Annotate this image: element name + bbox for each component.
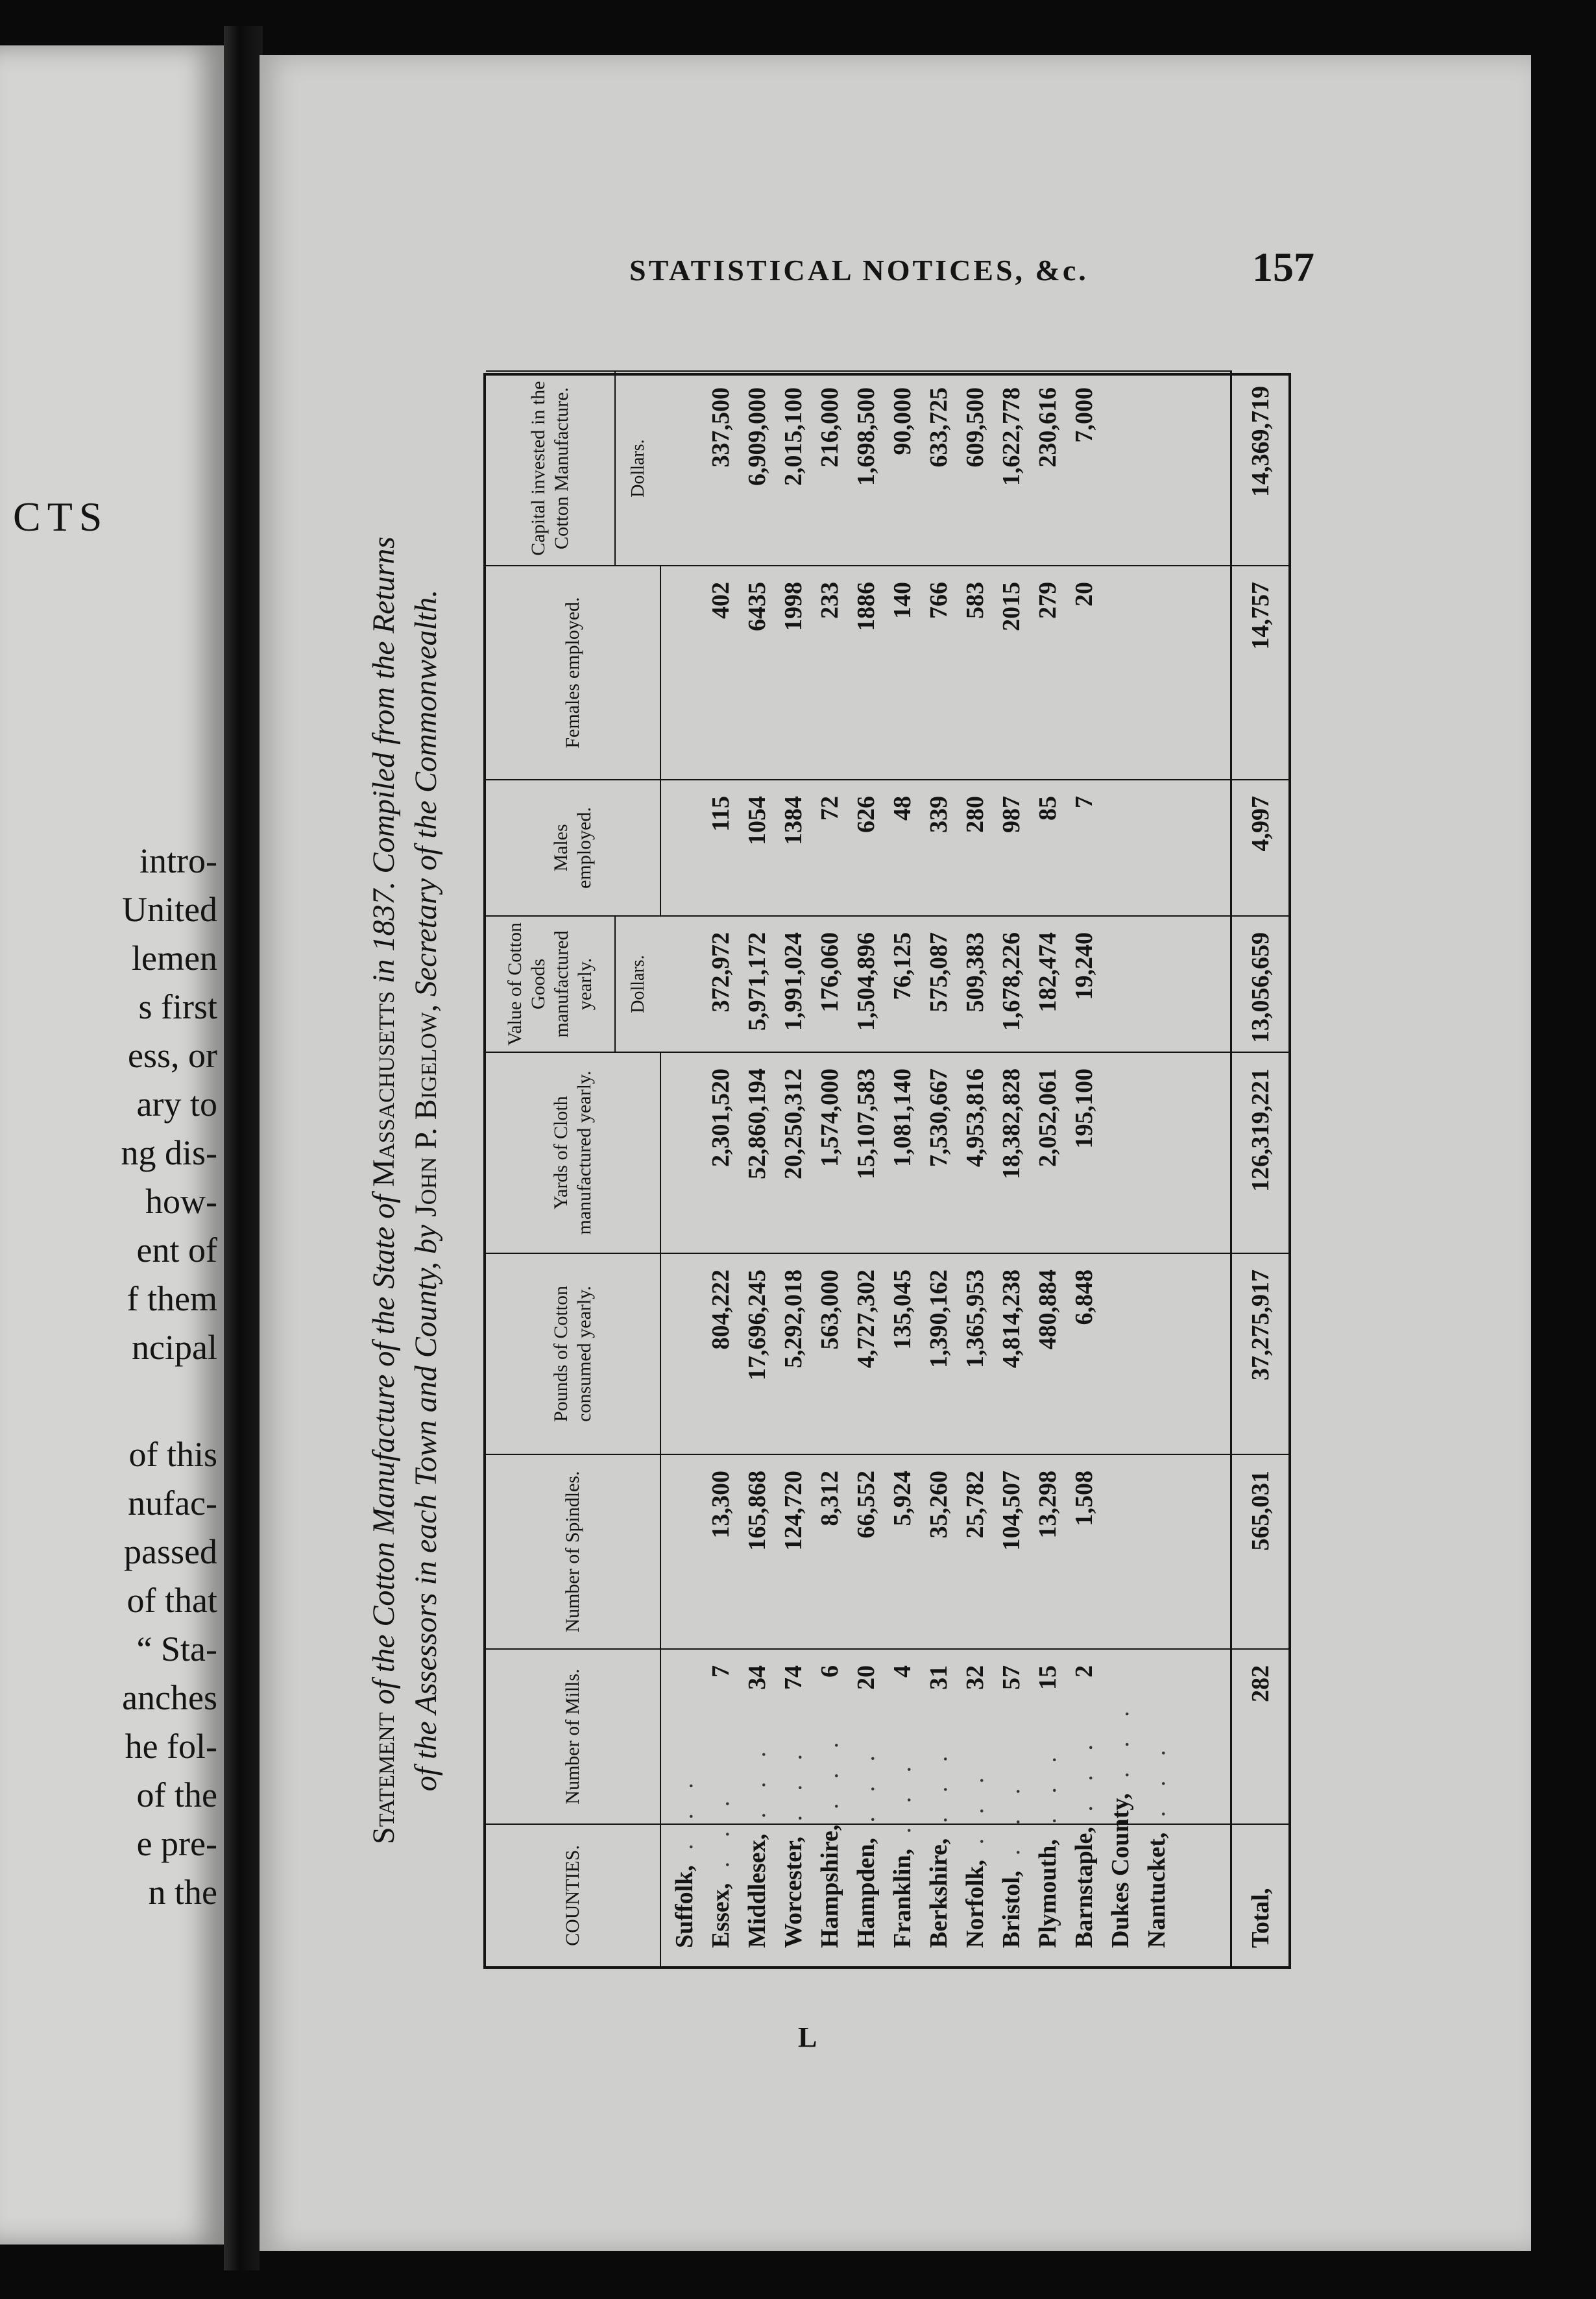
table-cell-value: 509,383 [961, 932, 989, 1013]
left-page-line: of the [136, 1775, 217, 1814]
column-females [661, 565, 1230, 779]
table-cell-capital: 6,909,000 [744, 387, 771, 486]
leader-dots: . . . [925, 1746, 952, 1838]
table-cell-capital: 230,616 [1034, 387, 1061, 468]
county-label: Plymouth, [1034, 1839, 1061, 1948]
table-cell-yards [666, 1053, 703, 1253]
table-cell-mills: 57 [998, 1665, 1025, 1690]
column-spindles [661, 1454, 1230, 1648]
total-females: 14,757 [1230, 565, 1288, 779]
total-yards: 126,319,221 [1230, 1052, 1288, 1253]
caption-statement: Statement [367, 1712, 401, 1844]
column-counties [661, 1702, 1230, 1966]
table-cell-males: 987 [998, 796, 1025, 833]
table-cell-pounds: 804,222 [707, 1270, 734, 1350]
table-cell-females: 233 [816, 582, 843, 619]
table-cell-mills: 34 [744, 1665, 771, 1690]
caption-text-2b: Secretary of the Commonwealth. [408, 589, 443, 1005]
leader-dots: . . . [1107, 1702, 1134, 1794]
table-cell-females: 6435 [744, 582, 771, 631]
table-cell-spindles: 35,260 [925, 1471, 952, 1539]
table-cell-capital: 337,500 [707, 387, 734, 468]
table-cell-yards: 18,382,828 [998, 1068, 1025, 1179]
county-name [812, 1733, 848, 1966]
running-header: STATISTICAL NOTICES, &c. [629, 254, 1089, 287]
county-label: Norfolk, [961, 1859, 989, 1948]
table-cell-males [1102, 780, 1139, 915]
table-cell-value: 19,240 [1070, 932, 1098, 1000]
caption-text-1b: in 1837. Compiled from the Returns [367, 536, 401, 991]
table-cell-spindles: 8,312 [816, 1471, 843, 1526]
table-cell-pounds [1102, 1254, 1139, 1454]
table-cell-yards: 1,574,000 [816, 1068, 843, 1167]
leader-dots: . . . [671, 1774, 698, 1866]
table-cell-males: 280 [961, 796, 989, 833]
table-cell-pounds: 5,292,018 [780, 1270, 807, 1368]
table-cell-yards: 15,107,583 [852, 1068, 880, 1179]
table-cell-males: 626 [852, 796, 880, 833]
table-cell-males: 85 [1034, 796, 1061, 821]
leader-dots: . . . [816, 1733, 843, 1825]
table-cell-spindles: 1,508 [1070, 1471, 1098, 1526]
header-yards: Yards of Cloth manufactured yearly. [486, 1052, 661, 1253]
total-pounds: 37,275,917 [1230, 1253, 1288, 1454]
table-cell-mills [1102, 1650, 1139, 1824]
table-cell-males: 7 [1070, 796, 1098, 808]
table-cell-females: 140 [889, 582, 916, 619]
main-page [260, 55, 1531, 2251]
table-cell-females: 583 [961, 582, 989, 619]
total-value: 13,056,659 [1230, 915, 1288, 1052]
table-cell-pounds: 563,000 [816, 1270, 843, 1350]
county-label: Nantucket, [1143, 1832, 1170, 1948]
table-cell-males: 72 [816, 796, 843, 821]
header-counties: COUNTIES. [486, 1824, 661, 1966]
table-cell-spindles: 104,507 [998, 1471, 1025, 1551]
table-cell-females: 766 [925, 582, 952, 619]
unit-capital: Dollars. [616, 370, 661, 565]
table-cell-spindles: 25,782 [961, 1471, 989, 1539]
total-capital: 14,369,719 [1230, 370, 1288, 565]
table-cell-value [1139, 917, 1175, 1052]
county-label: Hampden, [852, 1838, 880, 1948]
table-cell-pounds: 1,365,953 [961, 1270, 989, 1368]
header-females: Females employed. [486, 565, 661, 779]
table-cell-pounds: 17,696,245 [744, 1270, 771, 1380]
table-cell-capital: 2,015,100 [780, 387, 807, 486]
table-cell-spindles: 13,300 [707, 1471, 734, 1539]
table-caption [363, 373, 448, 2008]
table-cell-value: 182,474 [1034, 932, 1061, 1013]
table-cell-mills: 6 [816, 1665, 843, 1678]
table-cell-value: 176,060 [816, 932, 843, 1013]
table-cell-males: 339 [925, 796, 952, 833]
table-cell-yards: 20,250,312 [780, 1068, 807, 1179]
left-page-line: ary to [136, 1085, 217, 1124]
county-label: Essex, [707, 1883, 734, 1948]
leader-dots: . . . [707, 1791, 734, 1883]
total-label: Total, [1230, 1824, 1288, 1966]
table-cell-value: 76,125 [889, 932, 916, 1000]
page-number: 157 [1252, 244, 1314, 290]
leader-dots: . . . [1070, 1735, 1098, 1827]
table-cell-females: 20 [1070, 582, 1098, 607]
left-page-line: lemen [132, 939, 217, 978]
county-label: Hampshire, [816, 1824, 843, 1948]
county-name [1102, 1702, 1139, 1966]
left-page-line: passed [124, 1532, 217, 1571]
table-cell-spindles: 66,552 [852, 1471, 880, 1539]
left-page-line: ng dis- [121, 1133, 217, 1172]
table-cell-males: 48 [889, 796, 916, 821]
table-cell-capital: 1,698,500 [852, 387, 880, 486]
table-cell-spindles: 5,924 [889, 1471, 916, 1526]
left-page-line: anches [122, 1678, 217, 1717]
county-name [884, 1757, 921, 1966]
table-cell-males: 1054 [744, 796, 771, 845]
table-cell-capital [1102, 372, 1139, 565]
left-page-line: how- [145, 1182, 217, 1221]
table-cell-mills [1139, 1650, 1175, 1824]
table-cell-males [666, 780, 703, 915]
left-page-line: nufac- [128, 1484, 217, 1523]
table-cell-females: 1886 [852, 582, 880, 631]
total-males: 4,997 [1230, 779, 1288, 915]
table-cell-pounds: 480,884 [1034, 1270, 1061, 1350]
left-page-line: s first [138, 987, 217, 1026]
table-cell-spindles [666, 1455, 703, 1648]
table-cell-yards: 52,860,194 [744, 1068, 771, 1179]
county-name [957, 1768, 993, 1966]
cotton-statistics-table [483, 373, 1291, 1969]
table-cell-pounds: 6,848 [1070, 1270, 1098, 1325]
leader-dots: . . . [1034, 1748, 1061, 1840]
leader-dots: . . . [780, 1744, 807, 1836]
table-cell-males [1139, 780, 1175, 915]
table-cell-capital [1139, 372, 1175, 565]
table-cell-pounds: 4,814,238 [998, 1270, 1025, 1368]
left-page-line: of this [128, 1435, 217, 1474]
signature-mark: L [798, 2021, 817, 2053]
table-cell-males: 1384 [780, 796, 807, 845]
left-page-line: n the [148, 1873, 217, 1912]
table-cell-value [1102, 917, 1139, 1052]
table-cell-mills: 20 [852, 1665, 880, 1690]
county-label: Dukes County, [1107, 1793, 1134, 1948]
column-value [661, 915, 1230, 1052]
header-mills: Number of Mills. [486, 1648, 661, 1824]
county-name [993, 1779, 1030, 1966]
rotated-table-block [363, 373, 1317, 2008]
table-cell-yards: 1,081,140 [889, 1068, 916, 1167]
total-mills: 282 [1230, 1648, 1288, 1824]
table-cell-value [666, 917, 703, 1052]
county-label: Middlesex, [744, 1833, 771, 1948]
table-cell-capital: 7,000 [1070, 387, 1098, 443]
left-page-title-fragment: CTS [13, 494, 109, 540]
county-name [739, 1742, 775, 1966]
table-cell-capital [666, 372, 703, 565]
table-cell-mills [666, 1650, 703, 1824]
left-page-line: ncipal [132, 1328, 217, 1367]
left-facing-page [0, 45, 224, 2245]
header-value: Value of Cotton Goods manufactured yearly. [486, 915, 616, 1052]
total-spindles: 565,031 [1230, 1454, 1288, 1648]
leader-dots: . . . [961, 1768, 989, 1860]
table-cell-capital: 1,622,778 [998, 387, 1025, 486]
table-cell-females: 279 [1034, 582, 1061, 619]
table-cell-pounds: 1,390,162 [925, 1270, 952, 1368]
table-cell-males: 115 [707, 796, 734, 832]
table-cell-yards: 4,953,816 [961, 1068, 989, 1167]
table-cell-females [666, 566, 703, 779]
table-cell-pounds [666, 1254, 703, 1454]
leader-dots: . . . [744, 1742, 771, 1834]
table-cell-capital: 216,000 [816, 387, 843, 468]
left-page-line: ess, or [128, 1036, 217, 1075]
table-cell-females: 402 [707, 582, 734, 619]
table-cell-capital: 633,725 [925, 387, 952, 468]
leader-dots: . . . [998, 1779, 1025, 1871]
county-name [666, 1774, 703, 1966]
left-page-line: of that [127, 1581, 217, 1620]
table-cell-value: 1,991,024 [780, 932, 807, 1031]
header-pounds: Pounds of Cotton consumed yearly. [486, 1253, 661, 1454]
table-cell-yards: 7,530,667 [925, 1068, 952, 1167]
table-cell-mills: 15 [1034, 1665, 1061, 1690]
table-cell-value: 575,087 [925, 932, 952, 1013]
table-cell-mills: 7 [707, 1665, 734, 1678]
leader-dots: . . . [1143, 1740, 1170, 1833]
table-cell-mills: 74 [780, 1665, 807, 1690]
table-cell-females: 2015 [998, 582, 1025, 631]
county-label: Berkshire, [925, 1838, 952, 1948]
table-cell-yards: 195,100 [1070, 1068, 1098, 1149]
leader-dots: . . . [889, 1757, 916, 1849]
table-cell-mills: 2 [1070, 1665, 1098, 1678]
column-capital [661, 370, 1230, 565]
book-gutter [224, 26, 263, 2270]
table-cell-mills: 32 [961, 1665, 989, 1690]
table-cell-yards [1139, 1053, 1175, 1253]
table-cell-spindles [1139, 1455, 1175, 1648]
left-page-line: intro- [139, 841, 217, 880]
table-cell-females: 1998 [780, 582, 807, 631]
county-name [921, 1746, 957, 1966]
table-cell-spindles: 165,868 [744, 1471, 771, 1551]
table-cell-value: 1,504,896 [852, 932, 880, 1031]
column-yards [661, 1052, 1230, 1253]
unit-value: Dollars. [616, 915, 661, 1052]
table-cell-spindles: 124,720 [780, 1471, 807, 1551]
left-page-line: f them [127, 1279, 217, 1318]
table-cell-pounds: 4,727,302 [852, 1270, 880, 1368]
left-page-line: ent of [136, 1231, 217, 1270]
table-cell-value: 372,972 [707, 932, 734, 1013]
county-name [848, 1746, 884, 1966]
table-cell-spindles [1102, 1455, 1139, 1648]
table-cell-spindles: 13,298 [1034, 1471, 1061, 1539]
caption-state: Massachusetts [367, 991, 401, 1187]
caption-text-1a: of the Cotton Manufacture of the State of [367, 1186, 401, 1713]
header-males: Males employed. [486, 779, 661, 915]
table-cell-females [1139, 566, 1175, 779]
table-cell-capital: 609,500 [961, 387, 989, 468]
table-cell-pounds [1139, 1254, 1175, 1454]
table-cell-females [1102, 566, 1139, 779]
county-name [703, 1791, 739, 1966]
county-label: Worcester, [780, 1836, 807, 1948]
column-males [661, 779, 1230, 915]
table-cell-yards [1102, 1053, 1139, 1253]
county-label: Franklin, [889, 1848, 916, 1948]
county-label: Bristol, [998, 1870, 1025, 1948]
table-cell-mills: 31 [925, 1665, 952, 1690]
table-cell-capital: 90,000 [889, 387, 916, 455]
county-name [1030, 1748, 1066, 1966]
scan-bottom-edge [260, 2251, 1531, 2299]
caption-author: John P. Bigelow, [408, 1004, 443, 1217]
header-spindles: Number of Spindles. [486, 1454, 661, 1648]
caption-text-2a: of the Assessors in each Town and County, by [408, 1216, 443, 1792]
table-cell-mills: 4 [889, 1665, 916, 1678]
table-cell-value: 1,678,226 [998, 932, 1025, 1031]
column-pounds [661, 1253, 1230, 1454]
left-page-line: e pre- [136, 1824, 217, 1863]
left-page-line: he fol- [125, 1727, 217, 1766]
leader-dots: . . . [852, 1746, 880, 1838]
county-name [1066, 1735, 1102, 1966]
county-label: Suffolk, [671, 1865, 698, 1948]
table-cell-value: 5,971,172 [744, 932, 771, 1031]
header-capital: Capital invested in the Cotton Manufacture. [486, 370, 616, 565]
county-name [1139, 1740, 1175, 1966]
column-mills [661, 1648, 1230, 1824]
left-page-line: “ Sta- [136, 1630, 217, 1668]
county-label: Barnstaple, [1070, 1827, 1098, 1948]
table-cell-yards: 2,301,520 [707, 1068, 734, 1167]
table-cell-yards: 2,052,061 [1034, 1068, 1061, 1167]
table-cell-pounds: 135,045 [889, 1270, 916, 1350]
county-name [775, 1744, 812, 1966]
left-page-line: United [122, 890, 217, 929]
